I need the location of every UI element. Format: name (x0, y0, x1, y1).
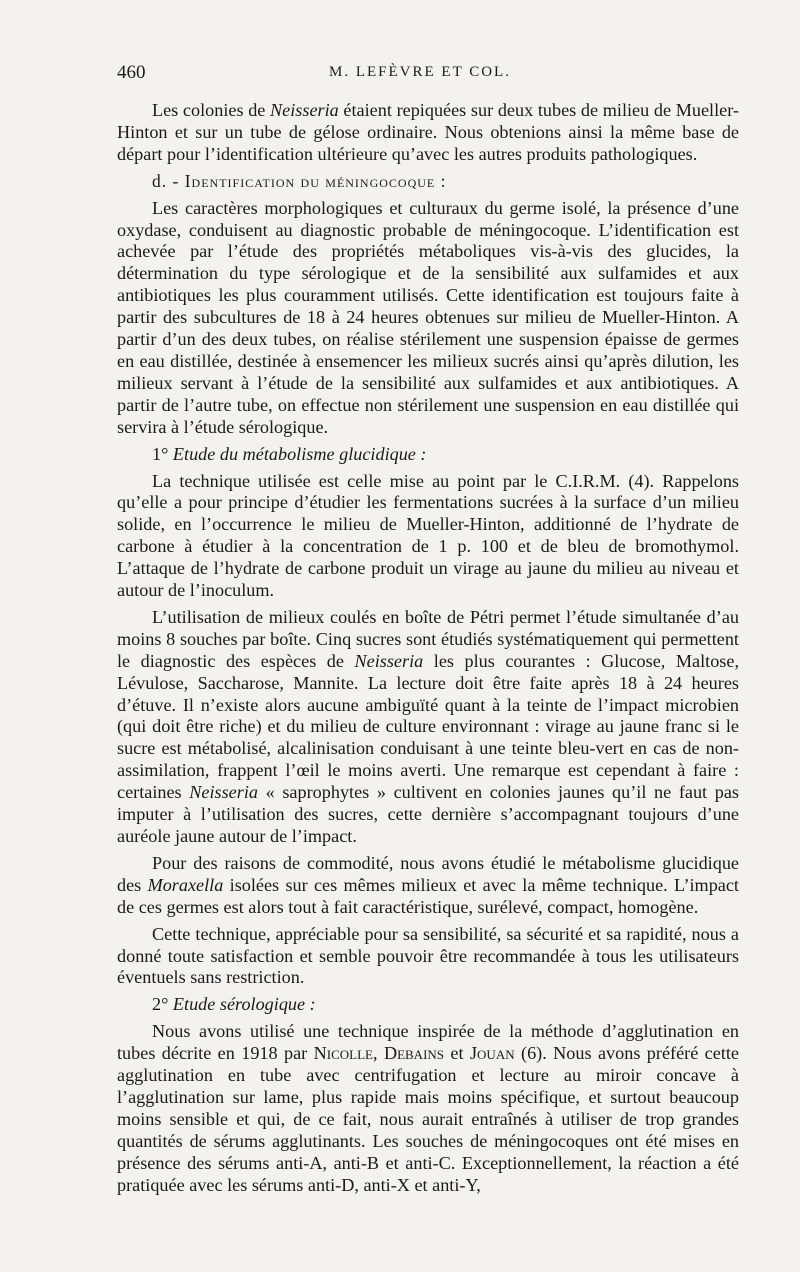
section-heading-identification: d. - Identification du méningocoque : (152, 170, 447, 191)
page-body (117, 100, 739, 1197)
paragraph-technique: La technique utilisée est celle mise au point par le C.I.R.M. (4). Rappelons qu’elle a pour principe d’étudier les fermentations sucrées à la surface d’un milieu solide, en l’occurrence le milieu de Mueller-Hinton, additionné de l’hydrate de carbone à étudier à la concentration de 1 p. 100 et de bleu de bromothymol. L’attaque de l’hydrate de carbone produit un virage au jaune du milieu au niveau et autour de l’inoculum. (117, 470, 739, 601)
paragraph-characteristics: Les caractères morphologiques et culturaux du germe isolé, la présence d’une oxydase, conduisent au diagnostic probable de méningocoque. L’identification est achevée par l’étude des propriétés métaboliques vis-à-vis des glucides, la détermination du type sérologique et de la sensibilité aux sulfamides et aux antibiotiques les plus couramment utilisés. Cette identification est toujours faite à partir des subcultures de 18 à 24 heures obtenues sur milieu de Mueller-Hinton. A partir d’un des deux tubes, on réalise stérilement une suspension épaisse de germes en eau distillée, destinée à ensemencer les milieux sucrés ainsi qu’après dilution, les milieux servant à l’étude de la sensibilité aux sulfamides et aux antibiotiques. A partir de l’autre tube, on effectue non stérilement une suspension en eau distillée qui servira à l’étude sérologique. (117, 197, 739, 437)
paragraph-petri: L’utilisation de milieux coulés en boîte de Pétri permet l’étude simultanée d’au moins 8 souches par boîte. Cinq sucres sont étudiés systématiquement qui permettent le diagnostic des espèces de Neisseria les plus courantes : Glucose, Maltose, Lévulose, Saccharose, Mannite. La lecture doit être faite après 18 à 24 heures d’étuve. Il n’existe alors aucune ambiguïté quant à la teinte de l’impact microbien (qui doit être riche) et du milieu de culture environnant : virage au jaune franc si le sucre est métabolisé, alcalinisation conduisant à une teinte bleu-vert en cas de non-assimilation, frappent l’œil le moins averti. Une remarque est cependant à faire : certaines Neisseria « saprophytes » cultivent en colonies jaunes qu’il ne faut pas imputer à l’utilisation des sucres, cette dernière s’accompagnant toujours d’une auréole jaune autour de l’impact. (117, 606, 739, 846)
paragraph-colonies: Les colonies de Neisseria étaient repiquées sur deux tubes de milieu de Mueller-Hinton et sur un tube de gélose ordinaire. Nous obtenions ainsi la même base de départ pour l’identification ultérieure qu’avec les autres produits pathologiques. (117, 100, 739, 164)
paragraph-agglutination: Nous avons utilisé une technique inspirée de la méthode d’agglutination en tubes décrite en 1918 par Nicolle, Debains et Jouan (6). Nous avons préféré cette agglutination en tube avec centrifugation et lecture au miroir concave à l’agglutination sur lame, plus rapide mais moins spécifique, et surtout beaucoup moins sensible et qui, de ce fait, nous aurait entraînés à utiliser de trop grandes quantités de sérums agglutinants. Les souches de méningocoques ont été mises en présence des sérums anti-A, anti-B et anti-C. Exceptionnellement, la réaction a été pratiquée avec les sérums anti-D, anti-X et anti-Y, (117, 1021, 739, 1195)
page-number: 460 (117, 62, 146, 83)
paragraph-assessment: Cette technique, appréciable pour sa sensibilité, sa sécurité et sa rapidité, nous a donné toute satisfaction et semble pouvoir être recommandée à tous les utilisateurs éventuels sans restriction. (117, 923, 739, 988)
subheading-serology: 2° Etude sérologique : (152, 994, 316, 1015)
paragraph-moraxella: Pour des raisons de commodité, nous avons étudié le métabolisme glucidique des Moraxella isolées sur ces mêmes milieux et avec la même technique. L’impact de ces germes est alors tout à fait caractéristique, surélevé, compact, homogène. (117, 852, 739, 917)
subheading-metabolism: 1° Etude du métabolisme glucidique : (152, 443, 427, 464)
running-head: M. LEFÈVRE ET COL. (329, 64, 511, 80)
